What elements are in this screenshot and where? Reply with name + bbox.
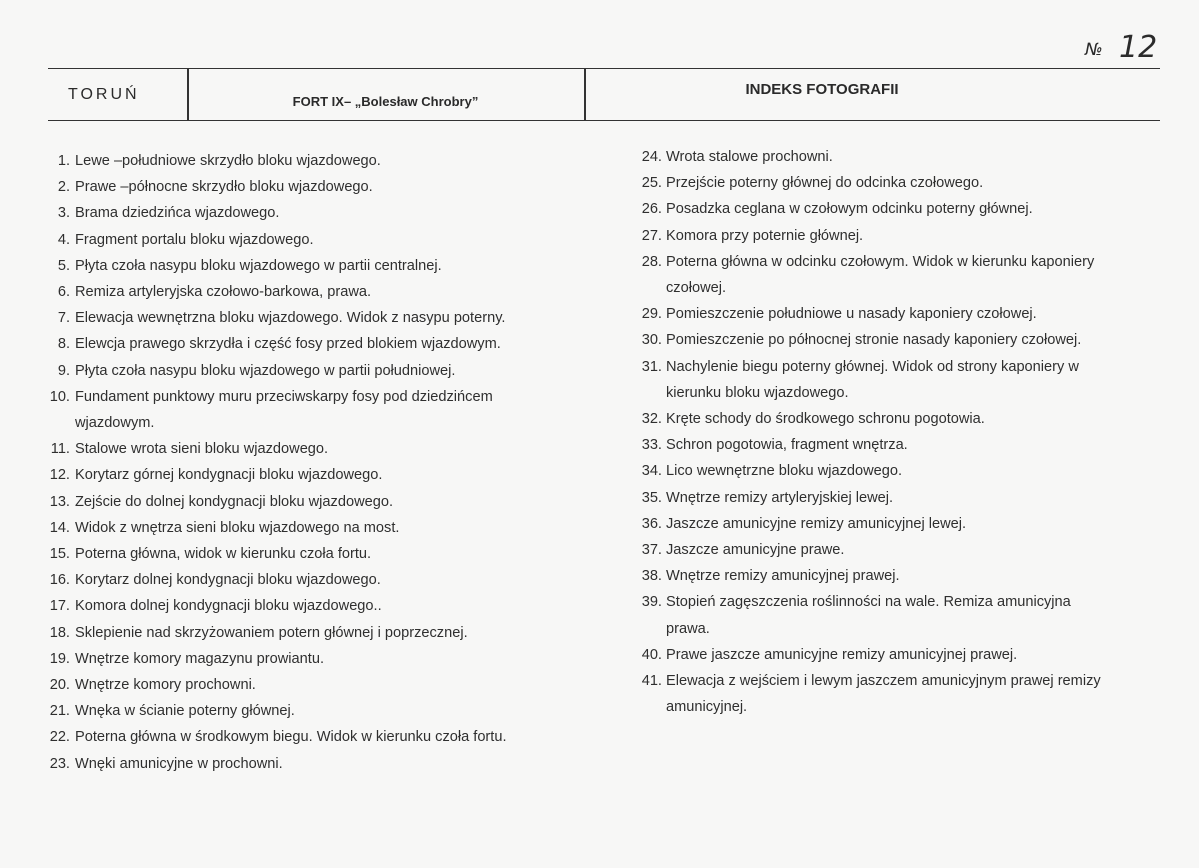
item-text-block — [666, 406, 1158, 432]
item-text-block — [666, 223, 1158, 249]
list-item — [638, 511, 1158, 537]
item-text-block — [666, 511, 1158, 537]
item-number: 40. — [641, 646, 662, 663]
list-item — [638, 301, 1158, 327]
list-item — [48, 724, 608, 750]
list-item — [48, 541, 608, 567]
list-item — [48, 620, 608, 646]
list-item — [638, 668, 1158, 720]
list-item — [638, 354, 1158, 406]
photo-list-right — [638, 144, 1158, 720]
item-text-block — [75, 358, 608, 384]
list-item — [638, 144, 1158, 170]
item-number: 22. — [49, 729, 70, 746]
list-item — [638, 589, 1158, 641]
card-number-value: 12 — [1119, 30, 1158, 65]
item-text-block — [75, 174, 608, 200]
item-text: Fundament punktowy muru przeciwskarpy fosy pod dziedzińcem — [75, 388, 493, 405]
item-text-block — [666, 327, 1158, 353]
list-item — [48, 567, 608, 593]
item-text: Prawe jaszcze amunicyjne remizy amunicyjnej prawej. — [666, 646, 1018, 663]
item-number: 5. — [57, 257, 70, 274]
item-text: Wnętrze remizy amunicyjnej prawej. — [666, 568, 900, 585]
item-text: Jaszcze amunicyjne prawe. — [666, 542, 845, 559]
list-item — [48, 174, 608, 200]
list-item — [48, 148, 608, 174]
list-item — [638, 485, 1158, 511]
item-text: Poterna główna, widok w kierunku czoła fortu. — [75, 546, 372, 563]
item-text: Nachylenie biegu poterny głównej. Widok od strony kaponiery w — [666, 358, 1079, 375]
item-text-block — [75, 384, 608, 436]
item-text: Lewe –południowe skrzydło bloku wjazdowego. — [75, 153, 381, 169]
list-item — [638, 458, 1158, 484]
item-text: Elewcja prawego skrzydła i część fosy przed blokiem wjazdowym. — [75, 336, 501, 353]
item-number: 28. — [641, 253, 662, 270]
item-text-continuation: amunicyjnej. — [666, 699, 748, 716]
item-number: 1. — [57, 153, 70, 169]
item-number: 17. — [49, 598, 70, 615]
item-text: Poterna główna w środkowym biegu. Widok w kierunku czoła fortu. — [75, 729, 507, 746]
item-text-block — [666, 354, 1158, 406]
item-text-block — [666, 432, 1158, 458]
item-text: Korytarz dolnej kondygnacji bloku wjazdowego. — [75, 572, 381, 589]
item-text-continuation: wjazdowym. — [75, 415, 155, 432]
item-number: 6. — [57, 284, 70, 301]
photo-list-left — [48, 148, 608, 777]
item-number: 9. — [57, 362, 70, 379]
item-number: 8. — [57, 336, 70, 353]
list-item — [48, 672, 608, 698]
item-text-block — [75, 698, 608, 724]
item-text-block — [75, 489, 608, 515]
item-text: Remiza artyleryjska czołowo-barkowa, prawa. — [75, 284, 372, 301]
list-item — [48, 253, 608, 279]
list-item — [48, 200, 608, 226]
item-text-block — [666, 642, 1158, 668]
item-text: Korytarz górnej kondygnacji bloku wjazdowego. — [75, 467, 383, 484]
list-item — [638, 537, 1158, 563]
list-item — [48, 751, 608, 777]
item-text-block — [75, 724, 608, 750]
item-text-block — [75, 436, 608, 462]
item-text: Zejście do dolnej kondygnacji bloku wjazdowego. — [75, 493, 394, 510]
item-number: 12. — [49, 467, 70, 484]
item-text-block — [75, 253, 608, 279]
item-text-block — [666, 144, 1158, 170]
list-item — [48, 436, 608, 462]
item-text-block — [75, 515, 608, 541]
item-text-block — [75, 620, 608, 646]
item-text: Jaszcze amunicyjne remizy amunicyjnej lewej. — [666, 515, 967, 532]
item-number: 19. — [49, 650, 70, 667]
item-text-block — [666, 249, 1158, 301]
item-number: 23. — [49, 755, 70, 772]
item-text: Schron pogotowia, fragment wnętrza. — [666, 437, 908, 454]
list-item — [48, 331, 608, 357]
item-text: Fragment portalu bloku wjazdowego. — [75, 231, 314, 248]
item-text: Przejście poterny głównej do odcinka czołowego. — [666, 175, 984, 192]
item-text: Prawe –północne skrzydło bloku wjazdowego. — [75, 179, 373, 196]
item-text: Komora przy poternie głównej. — [666, 227, 864, 244]
item-number: 21. — [49, 703, 70, 720]
index-title-cell: INDEKS FOTOGRAFII — [745, 81, 899, 98]
item-text-block — [75, 541, 608, 567]
item-number: 27. — [641, 227, 662, 244]
list-item — [48, 593, 608, 619]
item-number: 36. — [641, 515, 662, 532]
item-number: 29. — [641, 306, 662, 323]
list-item — [48, 515, 608, 541]
item-text-block — [75, 200, 608, 226]
card-number — [1085, 30, 1165, 70]
list-item — [638, 642, 1158, 668]
item-text-block — [75, 567, 608, 593]
item-text-block — [75, 646, 608, 672]
item-text: Lico wewnętrzne bloku wjazdowego. — [666, 463, 903, 480]
item-number: 3. — [57, 205, 70, 222]
item-number: 30. — [641, 332, 662, 349]
item-text: Wrota stalowe prochowni. — [666, 149, 833, 165]
item-number: 39. — [641, 594, 662, 611]
item-number: 11. — [50, 441, 70, 458]
list-item — [48, 489, 608, 515]
item-text-block — [75, 462, 608, 488]
item-text-block — [75, 148, 608, 174]
item-text-block — [666, 196, 1158, 222]
list-item — [638, 432, 1158, 458]
item-number: 18. — [49, 624, 70, 641]
item-number: 16. — [49, 572, 70, 589]
list-item — [48, 279, 608, 305]
item-text: Stalowe wrota sieni bloku wjazdowego. — [75, 441, 329, 458]
item-text: Widok z wnętrza sieni bloku wjazdowego na most. — [75, 519, 400, 536]
list-item — [48, 358, 608, 384]
item-text: Kręte schody do środkowego schronu pogotowia. — [666, 411, 985, 428]
card-number-prefix: № — [1085, 40, 1102, 60]
list-item — [638, 327, 1158, 353]
list-item — [638, 196, 1158, 222]
list-item — [48, 384, 608, 436]
list-item — [48, 462, 608, 488]
item-text-block — [666, 589, 1158, 641]
list-item — [638, 249, 1158, 301]
item-number: 41. — [641, 673, 662, 690]
item-text: Wnęki amunicyjne w prochowni. — [75, 755, 283, 772]
item-text-block — [666, 170, 1158, 196]
list-item — [48, 646, 608, 672]
item-number: 31. — [641, 358, 662, 375]
item-text-block — [75, 279, 608, 305]
item-text: Wnęka w ścianie poterny głównej. — [75, 703, 295, 720]
item-text: Wnętrze remizy artyleryjskiej lewej. — [666, 489, 894, 506]
list-item — [48, 698, 608, 724]
item-text-block — [75, 331, 608, 357]
item-text: Komora dolnej kondygnacji bloku wjazdowego.. — [75, 598, 382, 615]
item-number: 34. — [641, 463, 662, 480]
fort-cell: FORT IX– „Bolesław Chrobry” — [292, 94, 479, 109]
item-text-block — [666, 485, 1158, 511]
item-number: 14. — [49, 519, 70, 536]
item-text: Wnętrze komory magazynu prowiantu. — [75, 650, 325, 667]
item-number: 33. — [641, 437, 662, 454]
item-text: Elewacja z wejściem i lewym jaszczem amunicyjnym prawej remizy — [666, 673, 1101, 690]
item-text: Płyta czoła nasypu bloku wjazdowego w partii centralnej. — [75, 257, 442, 274]
item-text-block — [666, 668, 1158, 720]
item-number: 10. — [49, 388, 70, 405]
item-text-block — [75, 672, 608, 698]
item-text: Wnętrze komory prochowni. — [75, 677, 256, 694]
item-text: Sklepienie nad skrzyżowaniem potern głównej i poprzecznej. — [75, 624, 468, 641]
item-number: 15. — [49, 546, 70, 563]
item-number: 38. — [641, 568, 662, 585]
item-text-block — [666, 458, 1158, 484]
item-text-block — [666, 301, 1158, 327]
item-text: Stopień zagęszczenia roślinności na wale. Remiza amunicyjna — [666, 594, 1071, 611]
item-number: 20. — [49, 677, 70, 694]
item-number: 13. — [49, 493, 70, 510]
item-text-block — [666, 537, 1158, 563]
item-text: Brama dziedzińca wjazdowego. — [75, 205, 280, 222]
item-number: 2. — [57, 179, 70, 196]
list-item — [638, 406, 1158, 432]
item-text-continuation: kierunku bloku wjazdowego. — [666, 384, 849, 401]
item-text-block — [75, 227, 608, 253]
item-number: 25. — [641, 175, 662, 192]
item-number: 37. — [641, 542, 662, 559]
item-text: Poterna główna w odcinku czołowym. Widok w kierunku kaponiery — [666, 253, 1095, 270]
list-item — [638, 563, 1158, 589]
list-item — [638, 223, 1158, 249]
item-number: 32. — [641, 411, 662, 428]
header-table — [48, 68, 1160, 121]
list-item — [638, 170, 1158, 196]
item-text-block — [666, 563, 1158, 589]
item-text: Elewacja wewnętrzna bloku wjazdowego. Widok z nasypu poterny. — [75, 310, 506, 327]
item-text: Pomieszczenie po północnej stronie nasady kaponiery czołowej. — [666, 332, 1082, 349]
item-text: Pomieszczenie południowe u nasady kaponiery czołowej. — [666, 306, 1037, 323]
item-text-block — [75, 751, 608, 777]
item-text-continuation: prawa. — [666, 620, 710, 637]
list-item — [48, 227, 608, 253]
item-number: 7. — [57, 310, 70, 327]
item-number: 4. — [57, 231, 70, 248]
item-text-block — [75, 305, 608, 331]
list-item — [48, 305, 608, 331]
city-cell: TORUŃ — [68, 85, 140, 103]
item-text: Płyta czoła nasypu bloku wjazdowego w partii południowej. — [75, 362, 456, 379]
item-text: Posadzka ceglana w czołowym odcinku poterny głównej. — [666, 201, 1033, 218]
item-text-block — [75, 593, 608, 619]
item-text-continuation: czołowej. — [666, 280, 727, 297]
item-number: 35. — [641, 489, 662, 506]
item-number: 26. — [641, 201, 662, 218]
item-number: 24. — [641, 149, 662, 165]
